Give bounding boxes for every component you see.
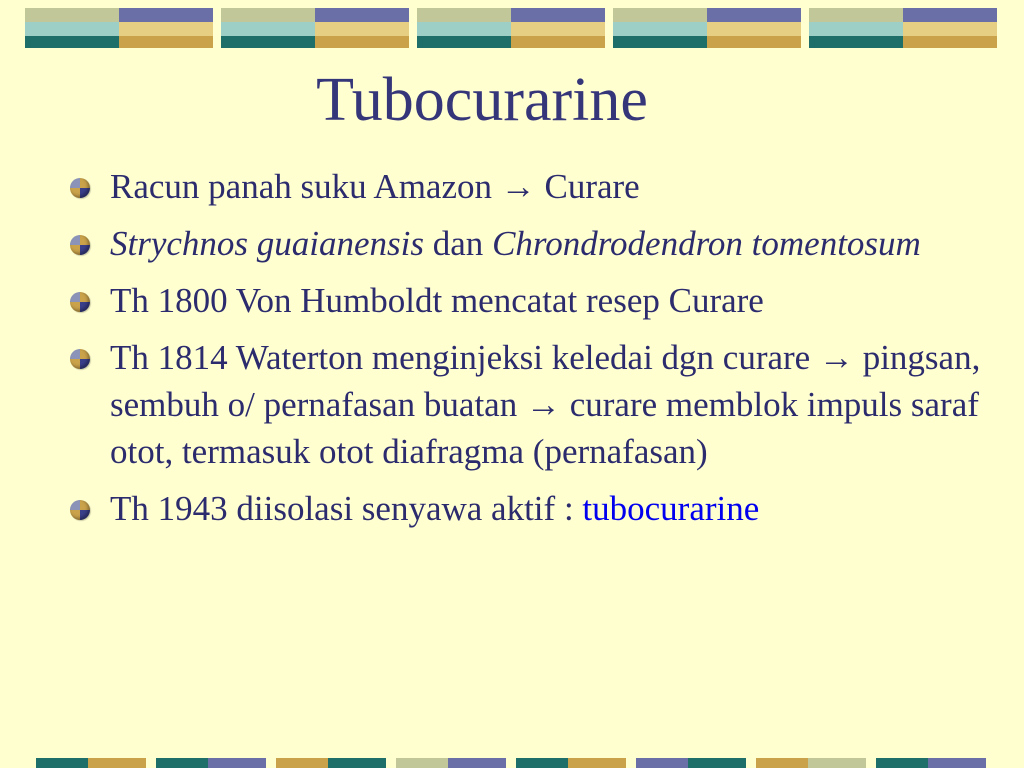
bullet-item bbox=[70, 163, 1000, 210]
band-tile bbox=[25, 8, 213, 48]
bullet-list bbox=[70, 163, 1000, 542]
band-tile bbox=[613, 8, 801, 48]
slide-title: Tubocurarine bbox=[316, 66, 648, 134]
sphere-bullet-icon bbox=[70, 500, 90, 520]
bullet-item bbox=[70, 277, 1000, 324]
bullet-text: Th 1943 diisolasi senyawa aktif : bbox=[110, 489, 583, 528]
bullet-item bbox=[70, 485, 1000, 532]
bullet-item bbox=[70, 220, 1000, 267]
sphere-bullet-icon bbox=[70, 235, 90, 255]
bullet-text: Th 1800 Von Humboldt mencatat resep Curare bbox=[110, 281, 764, 320]
species-name: Chrondrodendron tomentosum bbox=[492, 224, 921, 263]
band-tile bbox=[417, 8, 605, 48]
bullet-text: dan bbox=[424, 224, 493, 263]
highlighted-term: tubocurarine bbox=[582, 489, 760, 528]
sphere-bullet-icon bbox=[70, 349, 90, 369]
band-tile bbox=[221, 8, 409, 48]
species-name: Strychnos guaianensis bbox=[110, 224, 425, 263]
sphere-bullet-icon bbox=[70, 292, 90, 312]
band-tile bbox=[809, 8, 997, 48]
bottom-decorative-band bbox=[0, 758, 1024, 768]
bullet-text: Th 1814 Waterton menginjeksi keledai dgn curare → pingsan, sembuh o/ pernafasan buatan → curare memblok impuls saraf otot, termasuk otot diafragma (pernafasan) bbox=[110, 338, 981, 471]
bullet-text: Racun panah suku Amazon → Curare bbox=[110, 167, 640, 206]
sphere-bullet-icon bbox=[70, 178, 90, 198]
top-decorative-band bbox=[0, 8, 1024, 48]
bullet-item bbox=[70, 334, 1000, 475]
